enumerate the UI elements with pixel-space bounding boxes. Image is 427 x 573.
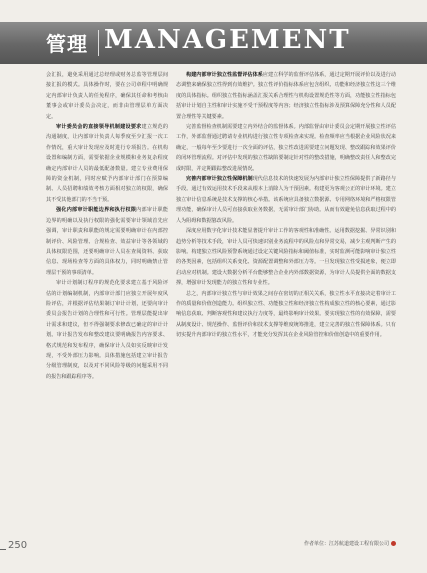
paragraph-text: 应建立科学的监督评估体系，通过定期开展评价以及进行动态调整来确保独立性得到有效维护。独立性评价指标体系应包含组织、功能和经济独立性这三个维度的具体指标。组织独立性指标涵盖汇报关系合理性与机构设置规范性等方面，功能独立性指标包括审计计划自主性和审计实施不受干预程度等内容；经济独立性指标涉及预算保障充分性和人员配置合理性等关键要素。 [176, 72, 396, 120]
end-mark-icon [391, 541, 396, 546]
paragraph-text: 完善监督检查机制需要建立内外结合的监督体系。内部监督由审计委员会定期开展独立性评估工作，外部监督通过聘请专业机构进行独立性专项检查来实现。检查频率应当根据企业风险状况来确定，一般每年至少要进行一次全面的评估，独立性改进需要建立问题发现、整改跟踪和效果评价的闭环管理流程。对评估中发现的独立性缺陷要制定针对性的整改措施，明确整改责任人和整改完成时限，并定期跟踪整改进展情况。 [176, 124, 396, 172]
paragraph-text: 建立规范的沟通制度，让内部审计负责人每季度至少汇报一次工作情况，重大审计发现应及时进行专项报告。在机构设置和编制方面，需要依据企业规模和业务复杂程度确定内部审计人员的最低配备数量。建立专业费用保障的资金机制，同时应赋予内部审计部门在预算编制、人员招聘和绩效考核方面相对独立的权限，确保其不受其他部门的不当干预。 [46, 124, 168, 203]
paragraph-text: 审计计划制订程序的规范化要求建立基于风险评估的计划编制机制，内部审计部门应独立开展年度风险评估，并根据评估结果制订审计计划，还要向审计委员会报告计划的合理性和可行性。管理层能提出审计需求和建议，但不得强制要求修改已确定的审计计划。审计报告发布和整改建议要明确报告内容要求、格式规范和发布程序，确保审计人员如实反映审计发现，不受外部压力影响。具体措施包括建立审计报告分级管理制度，以及对不同风险等级的问题采用不同的报告和跟踪程序等。 [46, 280, 168, 380]
section-header [0, 22, 427, 64]
paragraph [46, 205, 168, 278]
paragraph-text: 深度应用数字化审计技术能显著提升审计工作的客观性和准确性。运用数据挖掘、异常识别和趋势分析等技术手段，审计人员可快速识别业务流程中的风险点和异常交易，减少主观判断产生的影响。构建独立性风险预警系统通过设定关键风险指标和阈值标准，实时监测可能影响审计独立性的各类因素，包括组织关系变化、资源配置调整和外部压力等。一旦发现独立性受损迹象，便立即启动应对机制。建设大数据分析平台能够整合企业内外部数据资源，为审计人员提供全面的数据支撑，增强审计发现能力的独立性和专业性。 [176, 228, 396, 287]
paragraph-lead: 强化内部审计职能边界和执行权限 [56, 207, 137, 214]
paragraph-text: 内部审计职能边界的明确以及执行权限的强化需要审计领域首先应强调，审计职责和职能的规定需要明确审计在内部控制评价、风险管理、合规检查、效益审计等各领域的具体权限范围，还要明确审计人员在查阅资料、获取信息、现场检查等方面的具体权力，同时明确禁止管理层干预的事项清单。 [46, 207, 168, 276]
author-affiliation-text: 作者单位：江苏航道建设工程有限公司 [303, 541, 389, 547]
paragraph-text: 总之，内部审计独立性与审计效果之间存在密切的正相关关系，独立性水平直接决定着审计工作的质量和价值创造能力。组织独立性、功能独立性和经济独立性构成独立性的核心要素，通过影响信息获取、判断客观性和建议执行力度等，最终影响审计效果。要实现独立性的有效保障，需要从制度设计、规范操作、监督评价和技术支撑等维度统筹推进，建立完善的独立性保障体系。只有切实提升内部审计的独立性水平，才能充分发挥其在企业风险管控和价值创造中的重要作用。 [176, 290, 396, 339]
paragraph-text: 现代信息技术的快速发展为内部审计独立性保障提供了新路径与手段。通过有效运用技术手段来从根本上消除人为干预因素。构建更为客观公正的审计环境。建立独立审计信息系统是技术支撑的核心举措。该系统应具备独立数据源、专用网络环境和严格权限管理功能，确保审计人员可直接获取业务数据，无需审计部门协助。从而有效避免信息获取过程中的人为阻碍和数据篡改风险。 [176, 176, 396, 224]
section-title-en: MANAGEMENT [104, 25, 351, 55]
paragraph [46, 122, 168, 205]
paragraph [46, 278, 168, 382]
header-divider [98, 30, 99, 56]
paragraph [176, 226, 396, 288]
paragraph-lead: 构建内部审计独立性监督评估体系 [186, 72, 263, 78]
paragraph-lead: 完善内部审计独立性保障机制 [186, 176, 253, 183]
section-title-cn: 管理 [46, 32, 88, 56]
page-number: 250 [8, 540, 28, 551]
paragraph-lead: 审计委员会的直接领导机制建设要求 [56, 124, 142, 131]
page-number-rule [0, 549, 6, 550]
paragraph [176, 70, 396, 122]
paragraph [176, 122, 396, 174]
author-affiliation [176, 540, 396, 547]
paragraph [176, 289, 396, 341]
right-text-column [176, 70, 396, 341]
paragraph [46, 70, 168, 122]
paragraph [176, 174, 396, 226]
left-text-column [46, 70, 168, 382]
paragraph-text: 会汇报，避免采用通过总经理或财务总监等管理层间接汇报的模式。具体操作时，要在公司章程中明确规定内部审计负责人的任免程序，确保其任命和考核由董事会或审计委员会决定，而非由管理层单方面决定。 [46, 72, 168, 120]
